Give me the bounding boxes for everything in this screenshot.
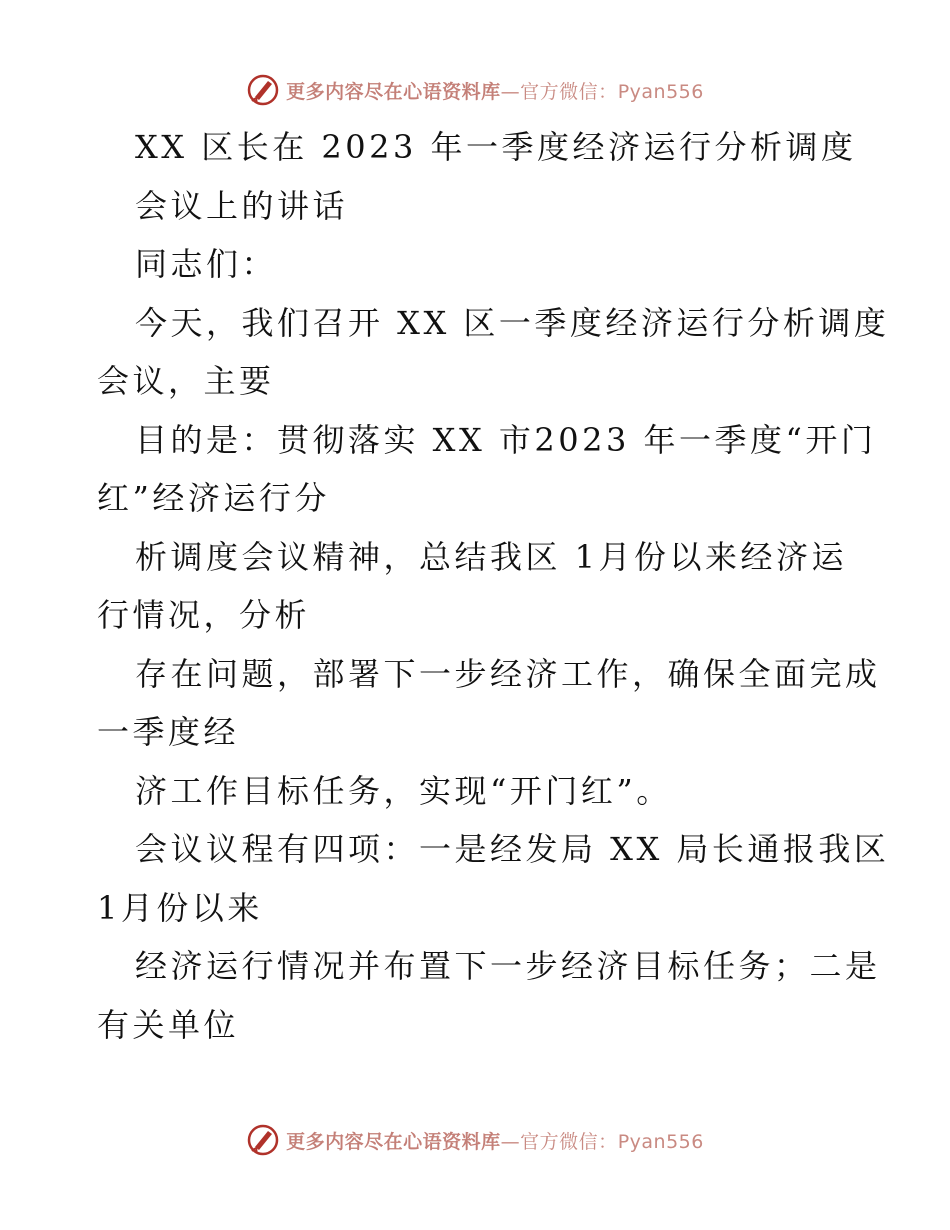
watermark-id: Pyan556 bbox=[617, 1130, 704, 1153]
text-line: 析调度会议精神，总结我区 1月份以来经济运 bbox=[135, 537, 848, 576]
text-line: 行情况，分析 bbox=[97, 596, 311, 634]
text-line: 会议，主要 bbox=[97, 362, 275, 400]
text-line: 今天，我们召开 XX 区一季度经济运行分析调度 bbox=[135, 303, 890, 342]
watermark-dash: — bbox=[500, 80, 521, 103]
pen-logo-icon bbox=[246, 1123, 280, 1157]
watermark-text bbox=[286, 1127, 704, 1154]
text-line: 会议议程有四项：一是经发局 XX 局长通报我区 bbox=[135, 830, 890, 868]
text-line: 一季度经 bbox=[97, 713, 240, 751]
text-line: 有关单位 bbox=[97, 1005, 240, 1044]
watermark-sub: 官方微信： bbox=[520, 1130, 618, 1153]
watermark-sub: 官方微信： bbox=[520, 80, 618, 103]
text-line: XX 区长在 2023 年一季度经济运行分析调度 bbox=[135, 128, 857, 166]
text-line: 目的是：贯彻落实 XX 市2023 年一季度“开门 bbox=[135, 420, 877, 459]
text-line: 红”经济运行分 bbox=[97, 479, 330, 517]
text-line: 经济运行情况并布置下一步经济目标任务；二是 bbox=[135, 947, 881, 985]
watermark-main: 更多内容尽在心语资料库 bbox=[286, 80, 501, 103]
pen-logo-icon bbox=[246, 73, 280, 107]
text-line: 会议上的讲话 bbox=[135, 186, 349, 225]
document-body bbox=[97, 118, 890, 1054]
text-line: 同志们： bbox=[135, 245, 278, 283]
watermark-id: Pyan556 bbox=[617, 80, 704, 103]
watermark-text bbox=[286, 77, 704, 104]
text-line: 1月份以来 bbox=[97, 888, 263, 927]
text-line: 存在问题，部署下一步经济工作，确保全面完成 bbox=[135, 654, 881, 693]
text-line: 济工作目标任务，实现“开门红”。 bbox=[135, 771, 672, 810]
footer-watermark bbox=[0, 1120, 950, 1160]
header-watermark bbox=[0, 70, 950, 110]
watermark-dash: — bbox=[500, 1130, 521, 1153]
watermark-main: 更多内容尽在心语资料库 bbox=[286, 1130, 501, 1153]
